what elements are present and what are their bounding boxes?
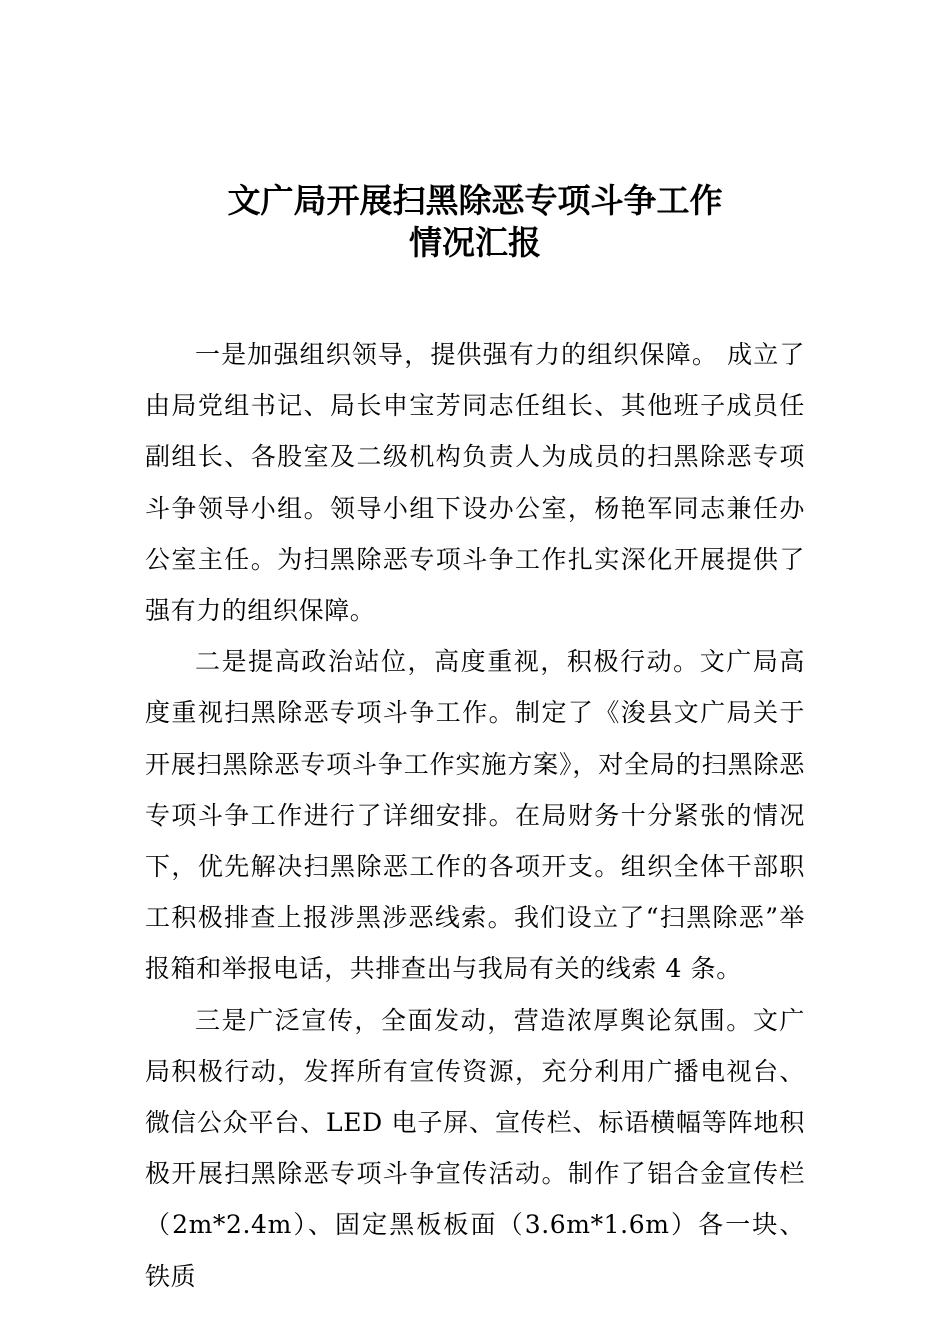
- document-title: [0, 180, 950, 264]
- document-body: [145, 329, 805, 1302]
- title-line-2: 情况汇报: [409, 223, 541, 262]
- paragraph-3: 三是广泛宣传，全面发动，营造浓厚舆论氛围。文广局积极行动，发挥所有宣传资源，充分利用广播电视台、微信公众平台、LED 电子屏、宣传栏、标语横幅等阵地积极开展扫黑除恶专项斗争宣传活动。制作了铝合金宣传栏（2m*2.4m）、固定黑板板面（3.6m*1.6m）各一块、铁质: [145, 1005, 805, 1291]
- paragraph-2: 二是提高政治站位，高度重视，积极行动。文广局高度重视扫黑除恶专项斗争工作。制定了《浚县文广局关于开展扫黑除恶专项斗争工作实施方案》，对全局的扫黑除恶专项斗争工作进行了详细安排。在局财务十分紧张的情况下，优先解决扫黑除恶工作的各项开支。组织全体干部职工积极排查上报涉黑涉恶线索。我们设立了“扫黑除恶”举报箱和举报电话，共排查出与我局有关的线索 4 条。: [145, 647, 805, 984]
- paragraph-1: 一是加强组织领导，提供强有力的组织保障。 成立了由局党组书记、局长申宝芳同志任组长、其他班子成员任副组长、各股室及二级机构负责人为成员的扫黑除恶专项斗争领导小组。领导小组下设办公室，杨艳军同志兼任办公室主任。为扫黑除恶专项斗争工作扎实深化开展提供了强有力的组织保障。: [145, 340, 805, 626]
- title-line-1: 文广局开展扫黑除恶专项斗争工作: [227, 181, 723, 220]
